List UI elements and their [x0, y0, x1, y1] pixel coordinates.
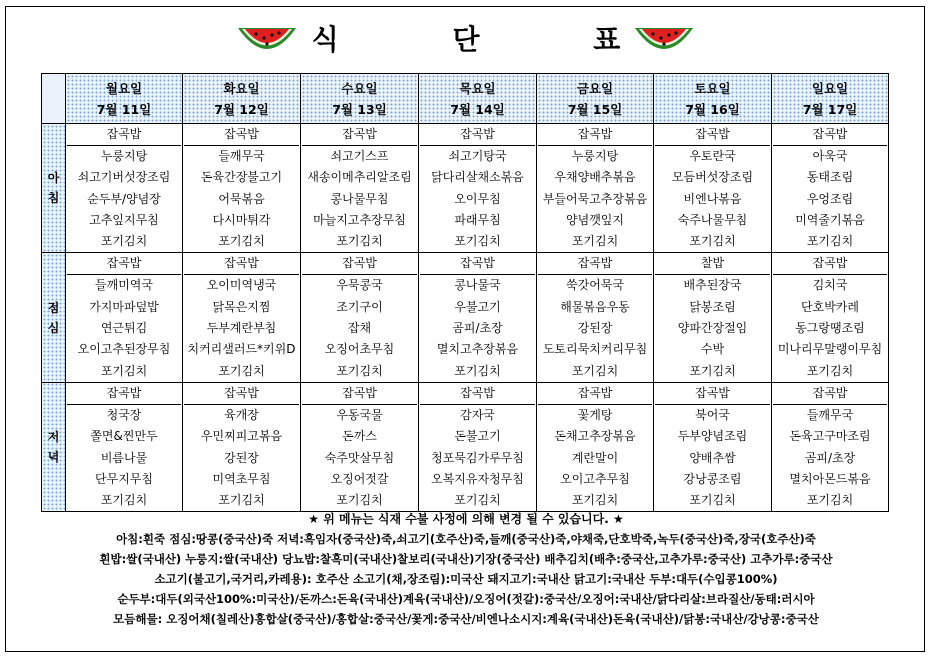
meal-label-char: 점: [47, 300, 60, 315]
menu-item: 우채양배추볶음: [554, 170, 636, 185]
menu-item: 들깨무국: [806, 407, 854, 422]
menu-item: 잡채: [347, 321, 372, 336]
origin-line: 흰밥:쌀(국내산) 누룽지:쌀(국내산) 당뇨밥:찰흑미(국내산)찰보리(국내산)기장(중국산) 배추김치(배추:중국산,고추가루:중국산) 고추가루:중국산: [99, 552, 833, 566]
menu-item: 곰피/초장: [452, 321, 503, 336]
menu-item: 쇠고기탕국: [448, 149, 507, 163]
menu-cell: [301, 124, 419, 253]
menu-item: 포기김치: [100, 234, 148, 249]
menu-item: 오징어젓갈: [330, 471, 389, 486]
menu-item: 숙주맛살무침: [324, 450, 395, 465]
menu-item: 잡곡밥: [538, 253, 652, 275]
menu-table: [41, 73, 889, 512]
origin-line: 모듬해물: 오징어채(칠레산)홍합살(중국산)/홍합살:중국산/꽃게:중국산/비엔나소시지:계육(국내산)돈육(국내산)/닭봉:국내산/강낭콩:중국산: [113, 612, 819, 626]
menu-item: 우불고기: [454, 299, 501, 314]
menu-item: 오복지유자청무침: [431, 471, 524, 486]
menu-item: 청국장: [106, 407, 142, 422]
day-date: 7월 11일: [96, 101, 152, 117]
menu-item: 잡곡밥: [302, 383, 417, 405]
menu-item: 쇠고기스프: [330, 149, 389, 163]
origin-line: 소고기(불고기,국거리,카레용): 호주산 소고기(채,장조림):미국산 돼지고기:국내산 닭고기:국내산 두부:대두(수입콩100%): [154, 572, 778, 586]
menu-cell: [183, 124, 301, 253]
origin-line: 순두부:대두(외국산100%:미국산)/돈까스:돈육(국내산)계육(국내산)/오징어(젓갈):중국산/오징어:국내산/닭다리살:브라질산/동태:러시아: [117, 592, 815, 606]
day-header: [772, 74, 889, 124]
menu-item: 잡곡밥: [67, 383, 181, 405]
day-date: 7월 12일: [214, 101, 269, 117]
menu-item: 가지마파덮밥: [89, 299, 159, 314]
menu-item: 파래무침: [454, 212, 501, 227]
menu-item: 미역줄기볶음: [795, 212, 865, 227]
menu-item: 포기김치: [806, 234, 854, 249]
menu-item: 들깨무국: [218, 149, 265, 163]
menu-item: 잡곡밥: [420, 383, 535, 405]
menu-item: 미역초무침: [212, 471, 271, 486]
menu-item: 닭봉조림: [689, 299, 736, 314]
menu-cell: [772, 253, 889, 382]
menu-item: 포기김치: [689, 493, 736, 508]
menu-item: 오이무침: [454, 191, 501, 206]
day-name: 화요일: [223, 80, 260, 96]
menu-item: 콩나물국: [454, 278, 501, 293]
menu-item: 강된장: [577, 321, 613, 336]
menu-item: 포기김치: [218, 493, 265, 508]
notes-section: [0, 509, 932, 629]
menu-item: 우엉조림: [806, 191, 854, 206]
menu-item: 도토리묵치커리무침: [542, 342, 648, 357]
menu-item: 순두부/양념장: [87, 191, 161, 206]
menu-item: 고추잎지무침: [89, 212, 159, 227]
menu-item: 부들어묵고추장볶음: [542, 191, 648, 206]
menu-item: 포기김치: [336, 234, 383, 249]
menu-item: 우동국물: [336, 407, 383, 422]
menu-item: 계란말이: [571, 450, 619, 465]
menu-item: 포기김치: [218, 234, 265, 249]
day-date: 7월 17일: [802, 101, 858, 117]
menu-cell: [183, 382, 301, 511]
menu-item: 청포묵김가루무침: [431, 450, 524, 465]
menu-item: 포기김치: [806, 493, 854, 508]
menu-item: 해물볶음우동: [560, 299, 630, 314]
menu-item: 양념깻잎지: [566, 212, 624, 227]
menu-item: 잡곡밥: [184, 253, 299, 275]
day-name: 수요일: [341, 80, 378, 96]
menu-item: 잡곡밥: [184, 124, 299, 146]
day-name: 월요일: [105, 80, 143, 96]
menu-item: 콩나물무침: [330, 191, 389, 206]
menu-item: 모듬버섯장조림: [671, 170, 754, 185]
menu-item: 오징어초무침: [324, 342, 395, 357]
day-header: [183, 74, 301, 124]
menu-cell: [537, 382, 654, 511]
day-date: 7월 15일: [567, 101, 623, 117]
meal-label-char: 저: [47, 430, 60, 445]
menu-item: 강된장: [224, 450, 259, 465]
menu-cell: [66, 382, 183, 511]
day-header: [654, 74, 772, 124]
menu-item: 찰밥: [655, 253, 770, 275]
meal-row: [42, 253, 889, 382]
menu-item: 수박: [700, 342, 725, 357]
menu-item: 포기김치: [571, 234, 619, 249]
menu-item: 돈채고추장볶음: [554, 429, 636, 444]
menu-item: 멸치아몬드볶음: [789, 471, 871, 486]
menu-item: 우묵콩국: [336, 278, 383, 293]
menu-item: 오이고추된장무침: [77, 342, 171, 357]
menu-item: 육개장: [224, 407, 259, 422]
menu-item: 쇠고기버섯장조림: [77, 170, 171, 185]
day-date: 7월 16일: [685, 101, 740, 117]
menu-item: 쑥갓어묵국: [566, 278, 624, 293]
menu-item: 닭목은지찜: [212, 299, 271, 314]
menu-item: 포기김치: [806, 363, 854, 378]
menu-item: 동태조림: [806, 170, 854, 185]
menu-item: 감자국: [460, 407, 495, 422]
menu-cell: [537, 253, 654, 382]
menu-cell: [301, 382, 419, 511]
meal-label-char: 아: [47, 171, 60, 186]
day-name: 일요일: [811, 80, 849, 96]
menu-item: 단무지무침: [95, 471, 153, 486]
meal-label: [42, 382, 66, 511]
day-name: 금요일: [576, 80, 614, 96]
menu-item: 잡곡밥: [538, 383, 652, 405]
menu-item: 누룽지탕: [571, 149, 619, 163]
menu-item: 잡곡밥: [420, 253, 535, 275]
corner-cell: [42, 74, 66, 124]
menu-item: 마늘지고추장무침: [313, 212, 406, 227]
menu-item: 포기김치: [100, 493, 148, 508]
menu-item: 포기김치: [336, 363, 383, 378]
menu-cell: [772, 382, 889, 511]
menu-cell: [654, 124, 772, 253]
menu-item: 포기김치: [571, 363, 619, 378]
menu-cell: [301, 253, 419, 382]
day-header: [537, 74, 654, 124]
menu-item: 조기구이: [336, 299, 383, 314]
menu-item: 누룽지탕: [100, 149, 148, 163]
day-date: 7월 14일: [450, 101, 505, 117]
menu-item: 잡곡밥: [67, 124, 181, 146]
menu-item: 북어국: [695, 407, 730, 422]
page-title: 식 단 표: [311, 23, 673, 56]
meal-row: [42, 382, 889, 511]
change-notice: ★ 위 메뉴는 식재 수불 사정에 의해 변경 될 수 있습니다. ★: [308, 512, 624, 526]
menu-item: 잡곡밥: [538, 124, 652, 146]
menu-item: 포기김치: [454, 493, 501, 508]
menu-item: 두부양념조림: [677, 429, 748, 444]
menu-item: 포기김치: [571, 493, 619, 508]
menu-item: 김치국: [812, 278, 848, 293]
menu-item: 잡곡밥: [773, 124, 887, 146]
menu-item: 잡곡밥: [302, 124, 417, 146]
menu-cell: [419, 124, 537, 253]
menu-item: 잡곡밥: [302, 253, 417, 275]
menu-item: 포기김치: [100, 363, 148, 378]
menu-item: 돈육고구마조림: [789, 429, 871, 444]
menu-item: 포기김치: [454, 363, 501, 378]
menu-item: 포기김치: [454, 234, 501, 249]
menu-cell: [66, 124, 183, 253]
day-header: [419, 74, 537, 124]
menu-cell: [772, 124, 889, 253]
menu-item: 치커리샐러드*키위D: [187, 342, 296, 357]
menu-item: 동그랑땡조림: [795, 321, 865, 336]
menu-item: 쫄면&찐만두: [90, 429, 158, 444]
menu-item: 닭다리살채소볶음: [431, 170, 524, 185]
menu-item: 포기김치: [689, 363, 736, 378]
day-name: 목요일: [459, 80, 496, 96]
day-header: [301, 74, 419, 124]
menu-item: 새송이메추리알조림: [307, 170, 412, 185]
meal-row: [42, 124, 889, 253]
menu-item: 잡곡밥: [773, 253, 887, 275]
menu-item: 돈불고기: [454, 429, 501, 444]
menu-item: 강낭콩조림: [683, 471, 742, 486]
menu-item: 양파간장절임: [677, 321, 748, 336]
menu-item: 연근튀김: [100, 321, 148, 336]
menu-item: 잡곡밥: [184, 383, 299, 405]
menu-item: 비름나물: [100, 450, 148, 465]
menu-item: 비엔나볶음: [683, 191, 742, 206]
menu-item: 잡곡밥: [773, 383, 887, 405]
menu-item: 양배추쌈: [689, 450, 736, 465]
menu-cell: [537, 124, 654, 253]
menu-item: 아욱국: [812, 149, 848, 163]
menu-item: 다시마튀각: [212, 212, 271, 227]
menu-item: 돈까스: [342, 429, 377, 444]
meal-label: [42, 253, 66, 382]
menu-item: 꽃게탕: [577, 407, 613, 422]
menu-item: 포기김치: [689, 234, 736, 249]
menu-item: 포기김치: [218, 363, 265, 378]
origin-line: 아침:흰죽 점심:땅콩(중국산)죽 저녁:흑임자(중국산)죽,쇠고기(호주산)죽,들깨(중국산)죽,야채죽,단호박죽,녹두(중국산)죽,장국(호주산)죽: [116, 532, 816, 546]
menu-cell: [419, 253, 537, 382]
menu-item: 오이고추무침: [560, 471, 630, 486]
menu-cell: [183, 253, 301, 382]
menu-item: 잡곡밥: [655, 383, 770, 405]
menu-item: 잡곡밥: [655, 124, 770, 146]
day-header: [66, 74, 183, 124]
menu-item: 포기김치: [336, 493, 383, 508]
menu-cell: [66, 253, 183, 382]
menu-item: 두부계란부침: [206, 321, 277, 336]
menu-item: 잡곡밥: [420, 124, 535, 146]
menu-cell: [419, 382, 537, 511]
menu-item: 단호박카레: [801, 299, 859, 314]
menu-item: 우민찌피고볶음: [200, 429, 283, 444]
day-name: 토요일: [694, 80, 731, 96]
day-header-row: [42, 74, 889, 124]
menu-item: 오이미역냉국: [206, 278, 277, 293]
menu-item: 들깨미역국: [95, 278, 153, 293]
menu-item: 우토란국: [689, 149, 736, 163]
menu-cell: [654, 253, 772, 382]
meal-label-char: 녁: [47, 450, 60, 465]
menu-item: 숙주나물무침: [677, 212, 748, 227]
meal-label: [42, 124, 66, 253]
meal-label-char: 심: [47, 320, 60, 335]
day-date: 7월 13일: [332, 101, 387, 117]
menu-item: 어묵볶음: [218, 191, 265, 206]
menu-item: 잡곡밥: [67, 253, 181, 275]
menu-item: 배추된장국: [683, 278, 742, 293]
menu-item: 멸치고추장볶음: [436, 342, 519, 357]
menu-item: 미나리무말랭이무침: [777, 342, 883, 357]
meal-label-char: 침: [47, 191, 60, 206]
menu-item: 돈육간장불고기: [200, 170, 283, 185]
menu-item: 곰피/초장: [804, 450, 856, 465]
menu-cell: [654, 382, 772, 511]
